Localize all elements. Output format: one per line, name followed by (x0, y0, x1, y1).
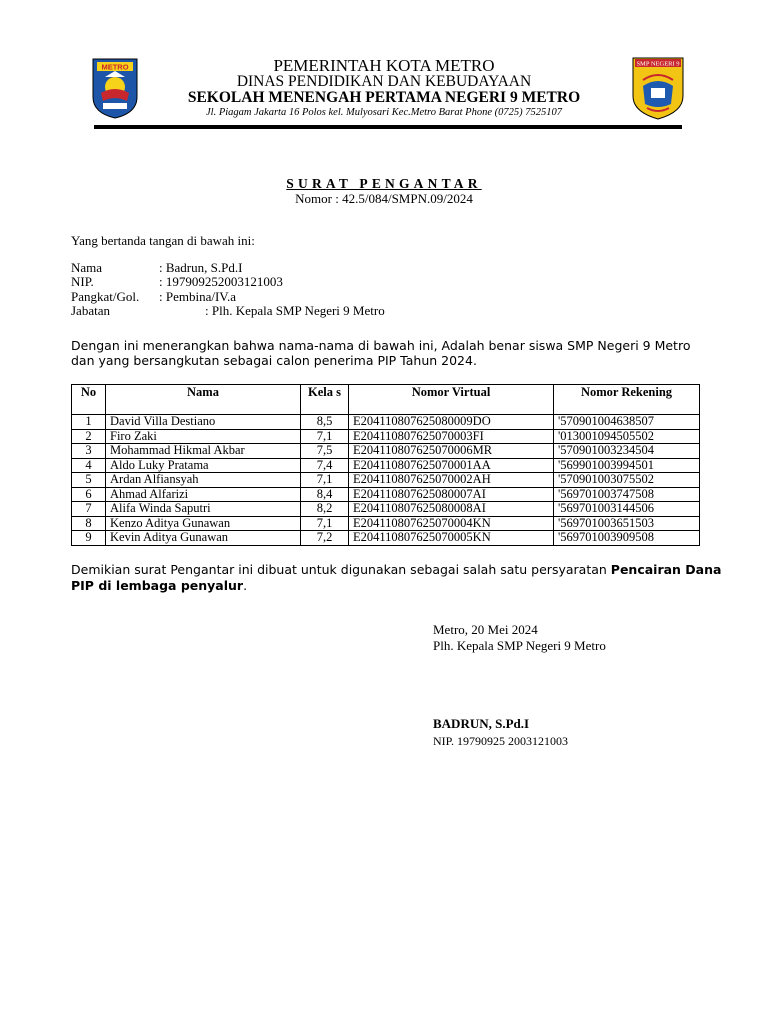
cell-no: 8 (72, 516, 106, 531)
table-row (72, 458, 700, 473)
header-virtual-number: Nomor Virtual (349, 385, 554, 415)
cell-account-number: '569901003994501 (554, 458, 700, 473)
signer-position-label: Jabatan (71, 303, 110, 318)
cell-name: Ardan Alfiansyah (106, 473, 301, 488)
document-number: Nomor : 42.5/084/SMPN.09/2024 (295, 191, 473, 206)
cell-account-number: '570901004638507 (554, 415, 700, 430)
signer-rank-value: : Pembina/IV.a (159, 289, 237, 304)
header-account-number: Nomor Rekening (554, 385, 700, 415)
cell-class: 7,2 (301, 531, 349, 546)
cell-virtual-number: E204110807625070002AH (349, 473, 554, 488)
table-row (72, 444, 700, 459)
signer-name-label: Nama (71, 260, 103, 275)
cell-class: 7,4 (301, 458, 349, 473)
signer-rank-label: Pangkat/Gol. (71, 289, 140, 304)
signer-nip-label: NIP. (71, 274, 94, 289)
cell-name: Kenzo Aditya Gunawan (106, 516, 301, 531)
cell-virtual-number: E204110807625070001AA (349, 458, 554, 473)
school-emblem-logo (631, 56, 685, 120)
signature-nip: NIP. 19790925 2003121003 (433, 734, 569, 748)
cell-virtual-number: E204110807625070003FI (349, 429, 554, 444)
signature-role: Plh. Kepala SMP Negeri 9 Metro (433, 638, 606, 653)
cell-virtual-number: E204110807625070006MR (349, 444, 554, 459)
cell-name: Alifa Winda Saputri (106, 502, 301, 517)
city-emblem-logo (91, 57, 139, 119)
table-row (72, 516, 700, 531)
closing-end: . (243, 577, 248, 593)
cell-name: Aldo Luky Pratama (106, 458, 301, 473)
cell-no: 6 (72, 487, 106, 502)
cell-virtual-number: E204110807625080009DO (349, 415, 554, 430)
cell-name: Firo Zaki (106, 429, 301, 444)
letterhead-divider (94, 125, 682, 129)
cell-no: 3 (72, 444, 106, 459)
student-rows (72, 415, 700, 546)
cell-account-number: '569701003909508 (554, 531, 700, 546)
closing-text: Demikian surat Pengantar ini dibuat untuk digunakan sebagai salah satu persyaratan (71, 562, 611, 577)
table-row (72, 531, 700, 546)
cell-name: Ahmad Alfarizi (106, 487, 301, 502)
closing-bold-text: Pencairan Dana PIP di lembaga penyalur (71, 562, 722, 593)
header-no: No (72, 385, 106, 415)
closing-paragraph (71, 562, 731, 593)
document-title-text: SURAT PENGANTAR (286, 176, 482, 191)
table-row (72, 429, 700, 444)
table-row (72, 473, 700, 488)
letterhead-government: PEMERINTAH KOTA METRO (273, 56, 495, 75)
cell-name: David Villa Destiano (106, 415, 301, 430)
cell-class: 8,5 (301, 415, 349, 430)
cell-no: 7 (72, 502, 106, 517)
cell-virtual-number: E204110807625080007AI (349, 487, 554, 502)
cell-class: 7,1 (301, 516, 349, 531)
table-row (72, 487, 700, 502)
cell-class: 8,2 (301, 502, 349, 517)
cell-no: 4 (72, 458, 106, 473)
signer-position-value: : Plh. Kepala SMP Negeri 9 Metro (205, 303, 385, 318)
intro-text: Yang bertanda tangan di bawah ini: (71, 233, 255, 248)
signature-place-date: Metro, 20 Mei 2024 (433, 622, 538, 637)
letterhead-school-name: SEKOLAH MENENGAH PERTAMA NEGERI 9 METRO (187, 89, 581, 106)
cell-account-number: '013001094505502 (554, 429, 700, 444)
signer-name-value: : Badrun, S.Pd.I (159, 260, 243, 275)
cell-no: 1 (72, 415, 106, 430)
table-row (72, 502, 700, 517)
statement-paragraph: Dengan ini menerangkan bahwa nama-nama di bawah ini, Adalah benar siswa SMP Negeri 9 Metro dan yang bersangkutan sebagai calon penerima PIP Tahun 2024. (71, 338, 691, 368)
header-class: Kela s (301, 385, 349, 415)
cell-no: 9 (72, 531, 106, 546)
table-header-row (72, 385, 700, 415)
emblem-text: METRO (101, 62, 129, 72)
signature-name: BADRUN, S.Pd.I (433, 716, 530, 731)
student-table (71, 384, 700, 546)
cell-virtual-number: E204110807625080008AI (349, 502, 554, 517)
cell-virtual-number: E204110807625070004KN (349, 516, 554, 531)
cell-class: 7,1 (301, 429, 349, 444)
cell-account-number: '570901003234504 (554, 444, 700, 459)
school-emblem-text: SMP NEGERI 9 (636, 60, 680, 68)
document-title (0, 176, 768, 192)
cell-account-number: '569701003747508 (554, 487, 700, 502)
cell-no: 2 (72, 429, 106, 444)
cell-class: 7,5 (301, 444, 349, 459)
cell-account-number: '569701003651503 (554, 516, 700, 531)
table-row (72, 415, 700, 430)
cell-virtual-number: E204110807625070005KN (349, 531, 554, 546)
cell-account-number: '569701003144506 (554, 502, 700, 517)
letterhead-department: DINAS PENDIDIKAN DAN KEBUDAYAAN (236, 73, 532, 90)
cell-account-number: '570901003075502 (554, 473, 700, 488)
cell-no: 5 (72, 473, 106, 488)
cell-name: Kevin Aditya Gunawan (106, 531, 301, 546)
signer-nip-value: : 197909252003121003 (159, 274, 283, 289)
letterhead-address: Jl. Piagam Jakarta 16 Polos kel. Mulyosari Kec.Metro Barat Phone (0725) 7525107 (206, 107, 562, 118)
cell-class: 8,4 (301, 487, 349, 502)
header-name: Nama (106, 385, 301, 415)
cell-class: 7,1 (301, 473, 349, 488)
cell-name: Mohammad Hikmal Akbar (106, 444, 301, 459)
